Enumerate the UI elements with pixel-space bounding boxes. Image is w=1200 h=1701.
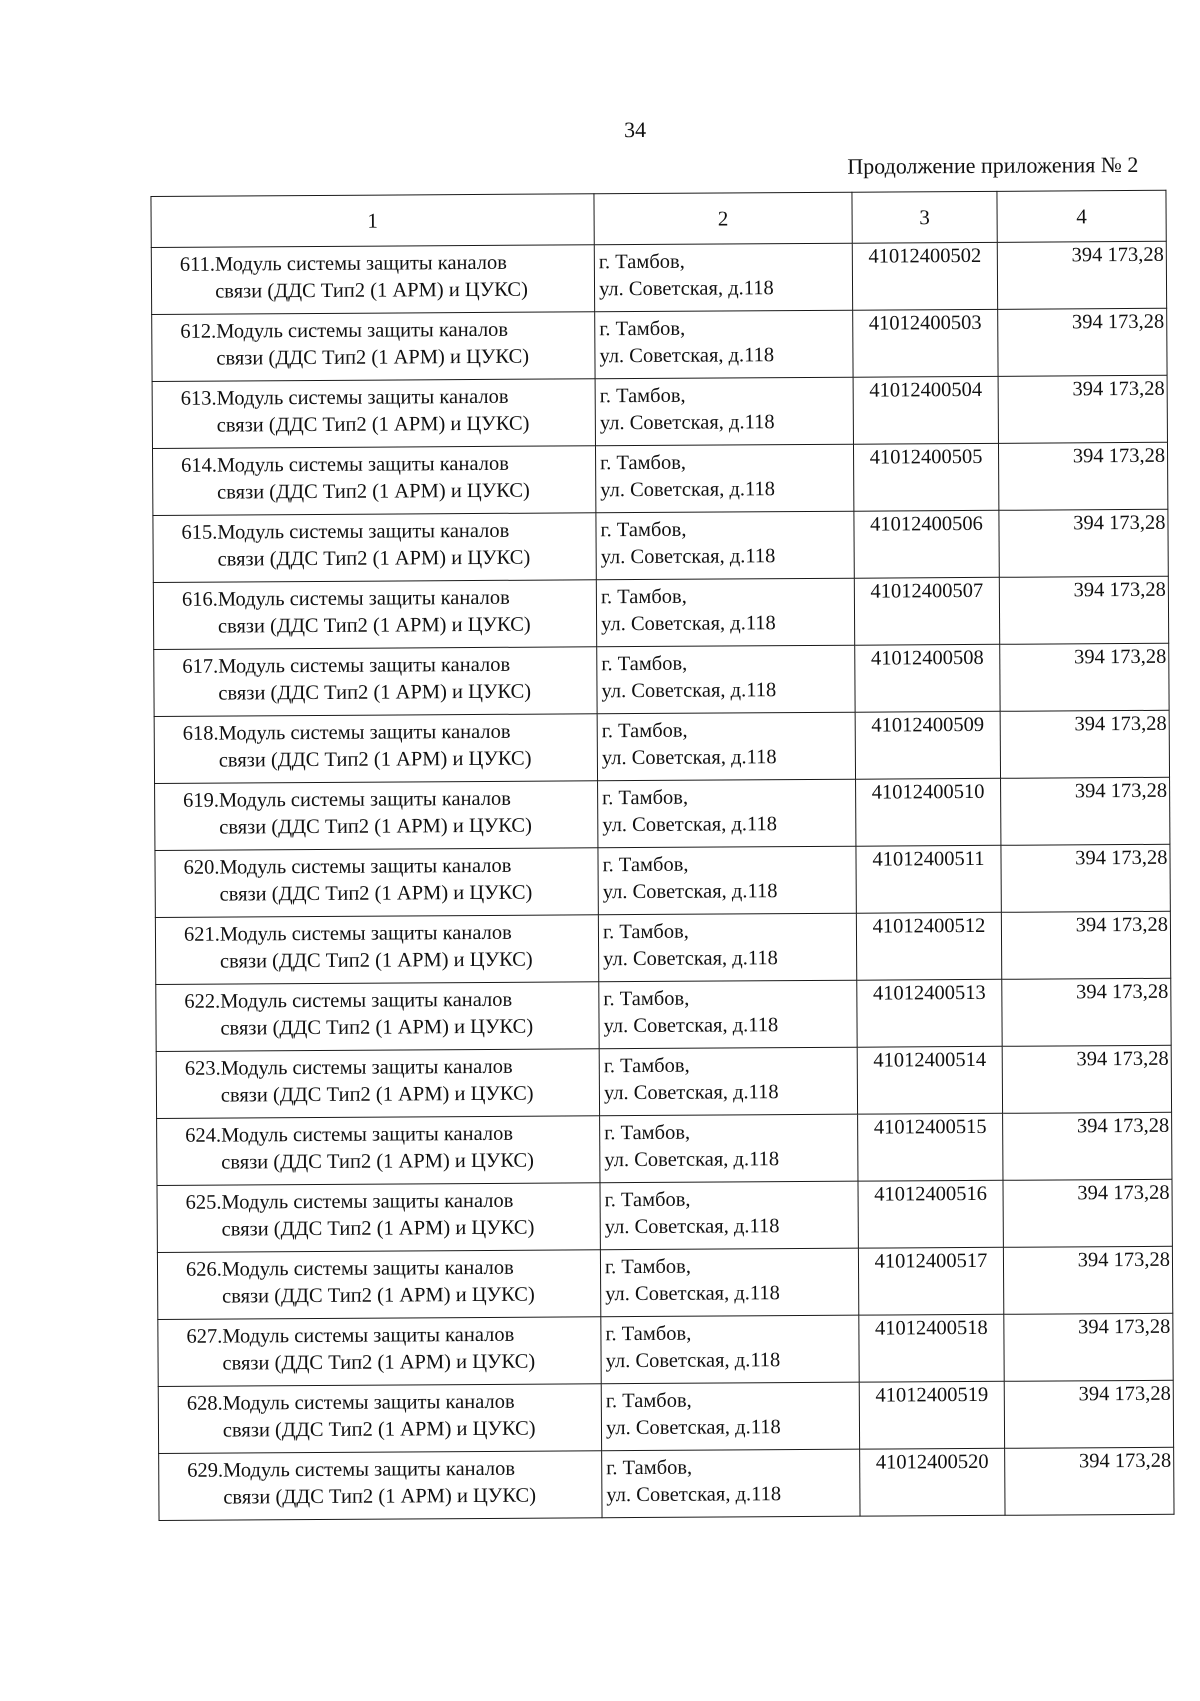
item-name-line-1: Модуль системы защиты каналов [217, 586, 510, 611]
item-name-line-1: Модуль системы защиты каналов [219, 921, 512, 946]
address-street: ул. Советская, д.118 [599, 344, 775, 368]
item-name-cell [155, 848, 598, 918]
item-name-line-2: связи (ДДС Тип2 (1 АРМ) и ЦУКС) [216, 345, 530, 370]
inventory-number-cell: 41012400505 [853, 443, 998, 511]
table-row [157, 1179, 1172, 1252]
address-city: г. Тамбов, [602, 786, 689, 810]
item-name-line-2: связи (ДДС Тип2 (1 АРМ) и ЦУКС) [217, 546, 531, 571]
address-street: ул. Советская, д.118 [599, 411, 775, 435]
address-cell [600, 1114, 858, 1183]
address-city: г. Тамбов, [606, 1456, 693, 1480]
table-row [157, 1246, 1172, 1319]
item-name-line-2: связи (ДДС Тип2 (1 АРМ) и ЦУКС) [220, 1015, 534, 1040]
table-row [152, 308, 1167, 381]
row-number: 626. [185, 1258, 222, 1281]
item-name-line-2: связи (ДДС Тип2 (1 АРМ) и ЦУКС) [218, 747, 532, 772]
address-cell [599, 980, 857, 1049]
item-name-line-1: Модуль системы защиты каналов [221, 1189, 514, 1214]
address-street: ул. Советская, д.118 [605, 1416, 781, 1440]
cost-cell: 394 173,28 [997, 241, 1166, 309]
cost-cell: 394 173,28 [1003, 1112, 1172, 1180]
cost-cell: 394 173,28 [1004, 1380, 1173, 1448]
header-col-4: 4 [997, 190, 1166, 242]
address-city: г. Тамбов, [601, 719, 688, 743]
item-name-cell [158, 1384, 601, 1454]
item-name-line-1: Модуль системы защиты каналов [221, 1122, 514, 1147]
address-cell [601, 1382, 859, 1451]
address-street: ул. Советская, д.118 [603, 947, 778, 971]
row-number: 621. [183, 923, 220, 946]
address-street: ул. Советская, д.118 [604, 1215, 780, 1239]
row-number: 628. [186, 1392, 223, 1415]
inventory-number-cell: 41012400507 [854, 577, 999, 645]
address-cell [598, 779, 856, 848]
address-city: г. Тамбов, [605, 1322, 692, 1346]
address-cell [599, 1047, 857, 1116]
cost-cell: 394 173,28 [999, 576, 1168, 644]
address-city: г. Тамбов, [602, 920, 689, 944]
item-name-line-1: Модуль системы защиты каналов [223, 1457, 516, 1482]
address-cell [598, 913, 856, 982]
cost-cell: 394 173,28 [1003, 1246, 1172, 1314]
item-name-line-2: связи (ДДС Тип2 (1 АРМ) и ЦУКС) [218, 680, 532, 705]
item-name-line-1: Модуль системы защиты каналов [216, 318, 509, 343]
address-city: г. Тамбов, [599, 317, 686, 341]
item-name-line-1: Модуль системы защиты каналов [221, 1256, 514, 1281]
cost-cell: 394 173,28 [1003, 1179, 1172, 1247]
address-street: ул. Советская, д.118 [605, 1282, 780, 1306]
item-name-cell [154, 714, 597, 784]
address-cell [594, 243, 852, 312]
item-name-cell [159, 1451, 602, 1521]
address-cell [595, 377, 853, 446]
address-cell [596, 511, 854, 580]
address-city: г. Тамбов, [605, 1389, 692, 1413]
cost-cell: 394 173,28 [998, 442, 1167, 510]
row-number: 624. [185, 1124, 222, 1147]
address-cell [595, 310, 853, 379]
address-cell [597, 712, 855, 781]
address-street: ул. Советская, д.118 [603, 1081, 779, 1105]
item-name-line-1: Модуль системы защиты каналов [216, 385, 509, 410]
address-city: г. Тамбов, [604, 1255, 691, 1279]
address-street: ул. Советская, д.118 [606, 1483, 782, 1507]
row-number: 625. [185, 1191, 222, 1214]
address-city: г. Тамбов, [600, 585, 687, 609]
inventory-number-cell: 41012400511 [856, 845, 1001, 913]
address-city: г. Тамбов, [598, 250, 685, 274]
address-city: г. Тамбов, [604, 1121, 691, 1145]
address-cell [602, 1449, 860, 1518]
cost-cell: 394 173,28 [1000, 643, 1169, 711]
table-row [156, 1045, 1171, 1118]
inventory-number-cell: 41012400520 [860, 1448, 1005, 1516]
appendix-continuation-note: Продолжение приложения № 2 [847, 151, 1139, 179]
item-name-line-1: Модуль системы защиты каналов [222, 1323, 515, 1348]
item-name-line-2: связи (ДДС Тип2 (1 АРМ) и ЦУКС) [221, 1149, 535, 1174]
address-cell [597, 645, 855, 714]
item-name-cell [151, 245, 594, 315]
address-cell [595, 444, 853, 513]
address-street: ул. Советская, д.118 [601, 612, 776, 636]
item-name-line-2: связи (ДДС Тип2 (1 АРМ) и ЦУКС) [219, 881, 533, 906]
cost-cell: 394 173,28 [1000, 710, 1169, 778]
table-row [158, 1380, 1173, 1453]
address-street: ул. Советская, д.118 [601, 679, 777, 703]
cost-cell: 394 173,28 [1001, 844, 1170, 912]
item-name-cell [153, 580, 596, 650]
item-name-line-1: Модуль системы защиты каналов [217, 519, 510, 544]
item-name-line-1: Модуль системы защиты каналов [219, 854, 512, 879]
header-col-3: 3 [852, 191, 997, 243]
inventory-number-cell: 41012400512 [856, 912, 1001, 980]
row-number: 611. [179, 253, 216, 276]
inventory-number-cell: 41012400513 [857, 979, 1002, 1047]
table-row [158, 1313, 1173, 1386]
inventory-number-cell: 41012400518 [859, 1314, 1004, 1382]
address-city: г. Тамбов, [601, 652, 688, 676]
item-name-line-2: связи (ДДС Тип2 (1 АРМ) и ЦУКС) [221, 1216, 535, 1241]
address-cell [601, 1315, 859, 1384]
inventory-number-cell: 41012400508 [855, 644, 1000, 712]
header-row [151, 190, 1166, 247]
table-row [155, 777, 1170, 850]
address-cell [600, 1181, 858, 1250]
item-name-line-2: связи (ДДС Тип2 (1 АРМ) и ЦУКС) [217, 613, 531, 638]
header-col-1: 1 [151, 194, 594, 248]
inventory-number-cell: 41012400502 [852, 242, 997, 310]
item-name-cell [156, 982, 599, 1052]
address-street: ул. Советская, д.118 [600, 545, 776, 569]
cost-cell: 394 173,28 [1004, 1313, 1173, 1381]
item-name-line-2: связи (ДДС Тип2 (1 АРМ) и ЦУКС) [219, 814, 532, 839]
row-number: 614. [181, 454, 218, 477]
table-row [159, 1447, 1174, 1520]
item-name-line-2: связи (ДДС Тип2 (1 АРМ) и ЦУКС) [219, 948, 533, 973]
item-name-cell [154, 647, 597, 717]
row-number: 627. [186, 1325, 223, 1348]
table-row [154, 710, 1169, 783]
item-name-cell [157, 1183, 600, 1253]
item-name-line-2: связи (ДДС Тип2 (1 АРМ) и ЦУКС) [223, 1484, 537, 1509]
page-number: 34 [623, 116, 647, 143]
cost-cell: 394 173,28 [1001, 777, 1170, 845]
address-city: г. Тамбов, [600, 451, 687, 475]
item-name-line-2: связи (ДДС Тип2 (1 АРМ) и ЦУКС) [215, 278, 528, 303]
row-number: 612. [180, 320, 217, 343]
address-city: г. Тамбов, [603, 987, 690, 1011]
row-number: 617. [182, 655, 219, 678]
address-cell [596, 578, 854, 647]
table-row [154, 643, 1169, 716]
table-row [155, 911, 1170, 984]
item-name-line-1: Модуль системы защиты каналов [218, 653, 511, 678]
table-row [152, 375, 1167, 448]
row-number: 619. [183, 789, 220, 812]
cost-cell: 394 173,28 [999, 509, 1168, 577]
item-name-line-1: Модуль системы защиты каналов [222, 1390, 515, 1415]
row-number: 613. [180, 387, 217, 410]
table-body [151, 241, 1174, 1520]
table-row [155, 844, 1170, 917]
row-number: 623. [184, 1057, 221, 1080]
address-street: ул. Советская, д.118 [603, 1014, 779, 1038]
item-name-line-1: Модуль системы защиты каналов [220, 1055, 513, 1080]
item-name-cell [155, 915, 598, 985]
row-number: 615. [181, 521, 218, 544]
address-street: ул. Советская, д.118 [601, 746, 777, 770]
inventory-number-cell: 41012400516 [858, 1180, 1003, 1248]
item-name-line-2: связи (ДДС Тип2 (1 АРМ) и ЦУКС) [222, 1350, 536, 1375]
table-row [153, 509, 1168, 582]
address-cell [600, 1248, 858, 1317]
address-street: ул. Советская, д.118 [605, 1349, 781, 1373]
item-name-line-1: Модуль системы защиты каналов [218, 787, 512, 812]
item-name-line-2: связи (ДДС Тип2 (1 АРМ) и ЦУКС) [216, 412, 530, 437]
inventory-number-cell: 41012400509 [855, 711, 1000, 779]
item-name-cell [157, 1250, 600, 1320]
item-name-cell [155, 781, 598, 851]
cost-cell: 394 173,28 [1005, 1447, 1174, 1515]
inventory-number-cell: 41012400503 [853, 309, 998, 377]
table-row [153, 576, 1168, 649]
item-name-cell [156, 1049, 599, 1119]
item-name-line-2: связи (ДДС Тип2 (1 АРМ) и ЦУКС) [220, 1082, 534, 1107]
item-name-line-1: Модуль системы защиты каналов [216, 452, 509, 477]
table-header [151, 190, 1166, 247]
table-row [151, 241, 1166, 314]
row-number: 629. [187, 1459, 224, 1482]
inventory-number-cell: 41012400514 [857, 1046, 1002, 1114]
property-table [150, 190, 1174, 1521]
address-cell [598, 846, 856, 915]
inventory-number-cell: 41012400517 [858, 1247, 1003, 1315]
item-name-cell [152, 312, 595, 382]
row-number: 620. [183, 856, 220, 879]
item-name-cell [157, 1116, 600, 1186]
item-name-line-1: Модуль системы защиты каналов [220, 988, 513, 1013]
address-street: ул. Советская, д.118 [602, 880, 778, 904]
table-row [157, 1112, 1172, 1185]
address-street: ул. Советская, д.118 [604, 1148, 780, 1172]
item-name-cell [152, 446, 595, 516]
item-name-cell [153, 513, 596, 583]
cost-cell: 394 173,28 [998, 308, 1167, 376]
item-name-line-1: Модуль системы защиты каналов [214, 251, 507, 276]
cost-cell: 394 173,28 [1001, 911, 1170, 979]
row-number: 616. [181, 588, 218, 611]
address-city: г. Тамбов, [599, 384, 686, 408]
inventory-number-cell: 41012400515 [858, 1113, 1003, 1181]
inventory-number-cell: 41012400519 [859, 1381, 1004, 1449]
address-city: г. Тамбов, [600, 518, 687, 542]
row-number: 618. [182, 722, 219, 745]
row-number: 622. [184, 990, 221, 1013]
item-name-cell [158, 1317, 601, 1387]
item-name-line-2: связи (ДДС Тип2 (1 АРМ) и ЦУКС) [222, 1417, 536, 1442]
address-street: ул. Советская, д.118 [600, 478, 776, 502]
header-col-2: 2 [594, 192, 852, 245]
item-name-line-2: связи (ДДС Тип2 (1 АРМ) и ЦУКС) [221, 1283, 535, 1308]
address-street: ул. Советская, д.118 [598, 277, 774, 301]
cost-cell: 394 173,28 [1002, 978, 1171, 1046]
item-name-cell [152, 379, 595, 449]
address-city: г. Тамбов, [602, 853, 689, 877]
address-street: ул. Советская, д.118 [602, 813, 778, 837]
inventory-number-cell: 41012400510 [856, 778, 1001, 846]
cost-cell: 394 173,28 [1002, 1045, 1171, 1113]
inventory-number-cell: 41012400504 [853, 376, 998, 444]
cost-cell: 394 173,28 [998, 375, 1167, 443]
table-row [156, 978, 1171, 1051]
address-city: г. Тамбов, [603, 1054, 690, 1078]
item-name-line-1: Модуль системы защиты каналов [218, 720, 511, 745]
address-city: г. Тамбов, [604, 1188, 691, 1212]
inventory-number-cell: 41012400506 [854, 510, 999, 578]
item-name-line-2: связи (ДДС Тип2 (1 АРМ) и ЦУКС) [217, 479, 530, 504]
table-row [152, 442, 1167, 515]
